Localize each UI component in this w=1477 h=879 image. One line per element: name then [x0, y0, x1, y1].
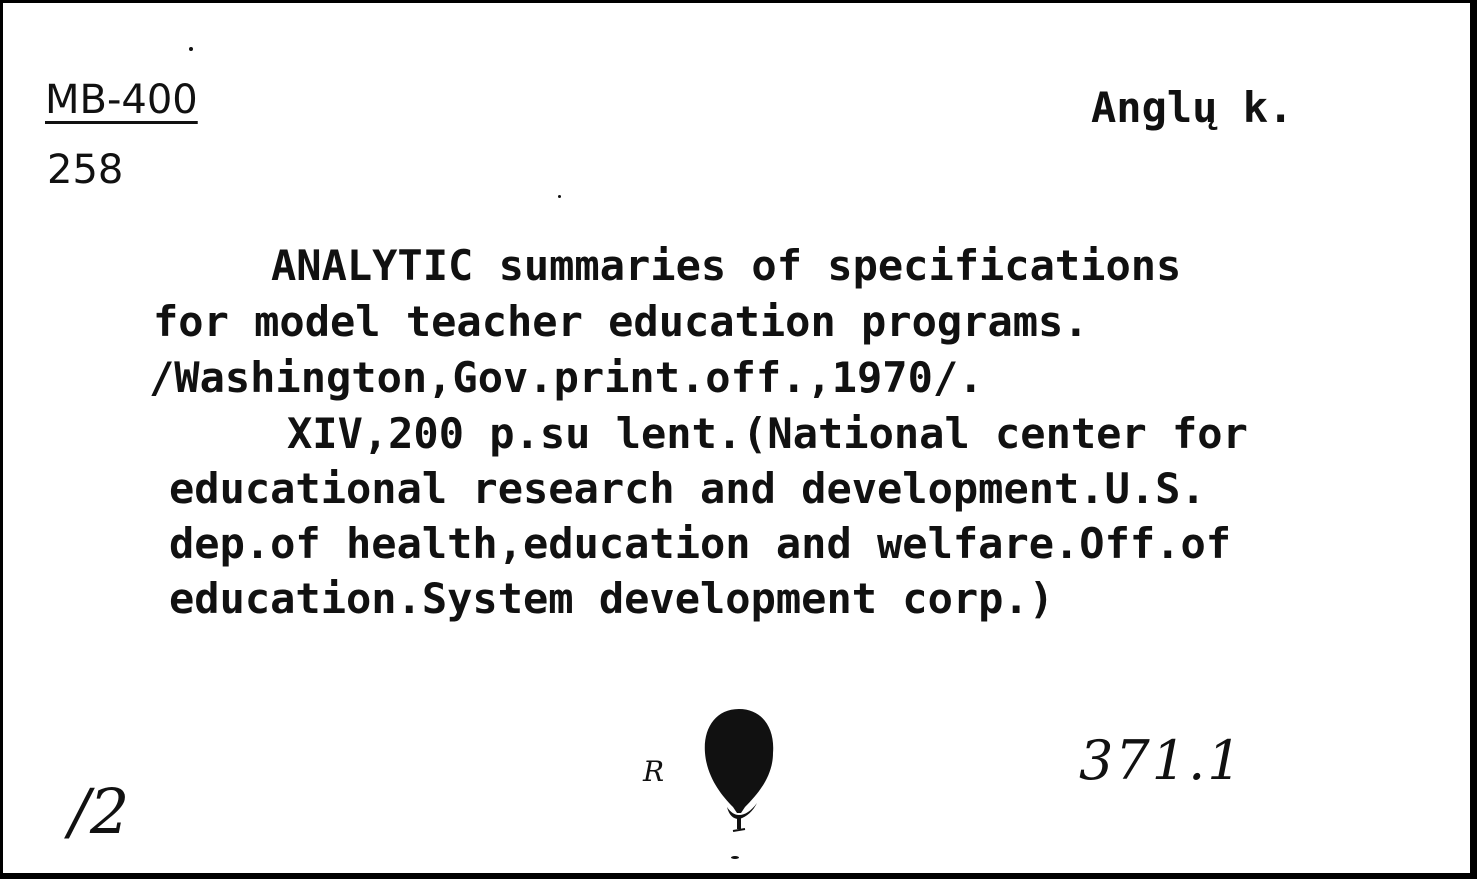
catalog-card	[3, 3, 1470, 873]
handwritten-left-mark: /2	[69, 775, 130, 848]
ink-speck	[558, 195, 561, 198]
language-note: Anglų k.	[1091, 83, 1294, 132]
collation-line: education.System development corp.)	[169, 574, 1055, 623]
imprint-line: /Washington,Gov.print.off.,1970/.	[149, 353, 984, 402]
call-number: MB-400	[45, 77, 198, 123]
title-line: for model teacher education programs.	[153, 297, 1089, 346]
classification-number: 371.1	[1079, 729, 1244, 792]
title-line: ANALYTIC summaries of specifications	[271, 241, 1182, 290]
ink-drop-stamp-icon	[697, 703, 781, 843]
ink-speck	[731, 856, 739, 859]
accession-number: 258	[47, 147, 124, 193]
handwritten-r-mark: R	[643, 755, 665, 788]
collation-line: XIV,200 p.su lent.(National center for	[287, 409, 1248, 458]
collation-line: dep.of health,education and welfare.Off.of	[169, 519, 1232, 568]
collation-line: educational research and development.U.S.	[169, 464, 1206, 513]
ink-speck	[189, 47, 193, 51]
